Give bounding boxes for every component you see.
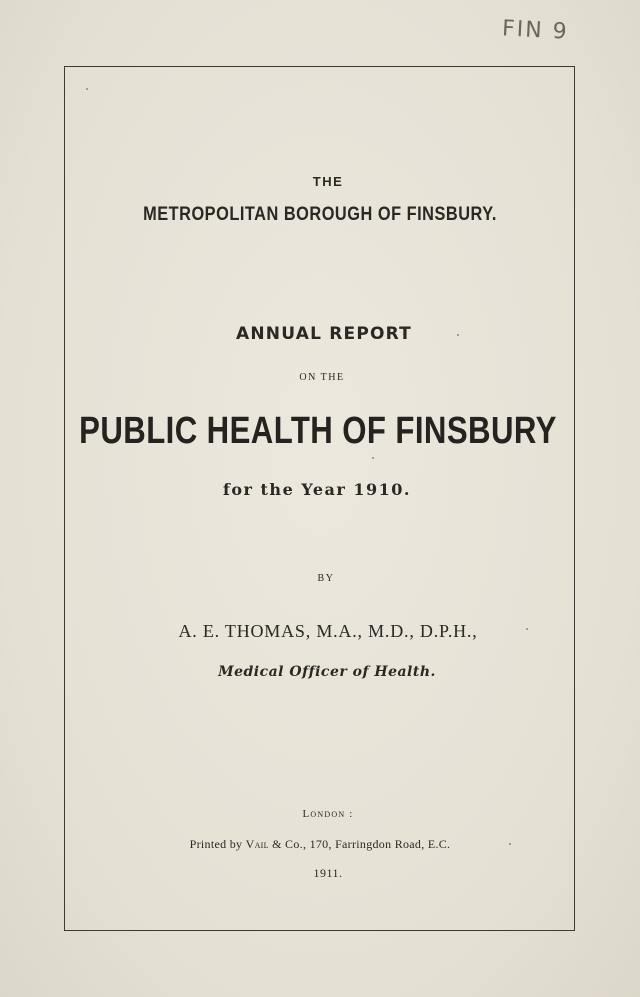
imprint-printer <box>0 837 640 852</box>
printer-name: Vail <box>245 837 269 851</box>
report-subject-title: PUBLIC HEALTH OF FINSBURY <box>79 410 557 452</box>
on-the-label: ON THE <box>299 372 345 383</box>
imprint-year: 1911. <box>313 866 343 880</box>
author-role: Medical Officer of Health. <box>218 664 436 680</box>
paper-speck <box>457 334 459 336</box>
paper-speck <box>372 457 374 459</box>
annual-report-heading: ANNUAL REPORT <box>236 324 412 344</box>
paper-speck <box>526 628 528 630</box>
title-the: THE <box>312 174 344 189</box>
author-name: A. E. THOMAS, M.A., M.D., D.P.H., <box>178 621 478 641</box>
printer-prefix: Printed by <box>189 837 243 851</box>
handwritten-shelfmark: FIN 9 <box>501 16 570 45</box>
paper-speck <box>86 88 88 90</box>
borough-heading: METROPOLITAN BOROUGH OF FINSBURY. <box>143 204 497 225</box>
printer-suffix: & Co., 170, Farringdon Road, E.C. <box>272 837 451 851</box>
report-period: for the Year 1910. <box>222 480 411 499</box>
by-label: BY <box>317 573 335 584</box>
paper-speck <box>509 843 511 845</box>
imprint-place: London : <box>302 808 354 820</box>
